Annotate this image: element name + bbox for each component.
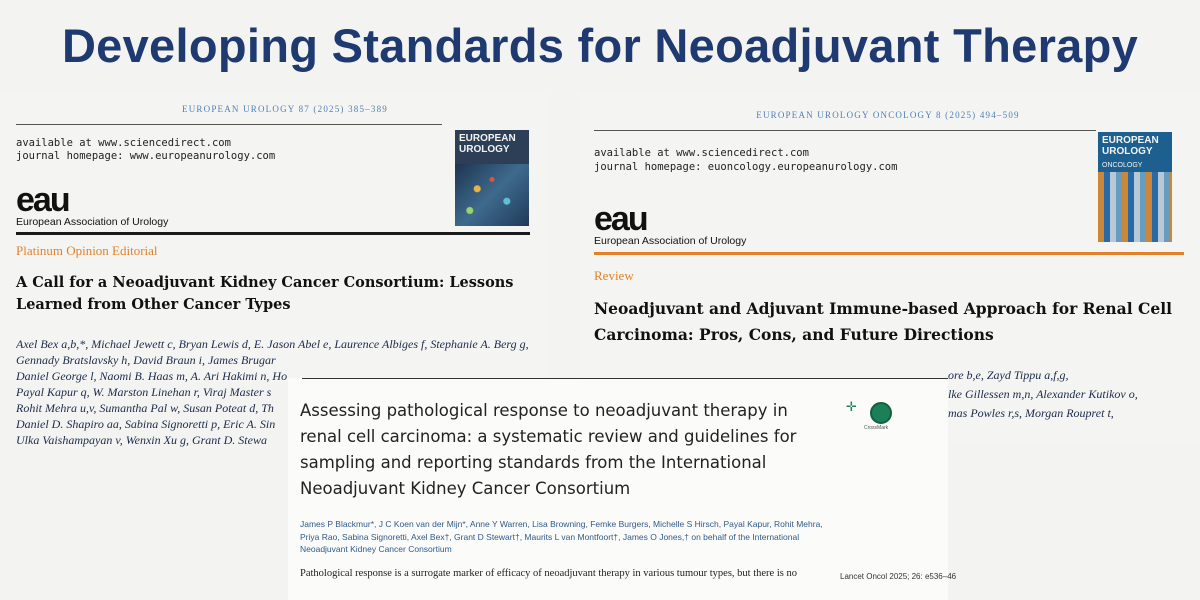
title-block-rule	[594, 252, 1184, 255]
author-line: Daniel George l, Naomi B. Haas m, A. Ari Hakimi n, Ho	[16, 369, 288, 383]
header-rule	[302, 378, 948, 379]
eau-logo-subtitle: European Association of Urology	[16, 216, 169, 228]
author-line: Rohit Mehra u,v, Sumantha Pal w, Susan Poteat d, Th	[16, 401, 274, 415]
article-title: Assessing pathological response to neoadjuvant therapy in renal cell carcinoma: a systematic review and guidelines for sampling and reporting standards from the International Neoadjuvant Kidney Cancer Consortium	[300, 401, 797, 498]
cover-title: EUROPEAN UROLOGY	[459, 133, 516, 155]
article-authors	[948, 366, 1193, 423]
article-title: Neoadjuvant and Adjuvant Immune-based Approach for Renal Cell Carcinoma: Pros, Cons, and Future Directions	[594, 299, 1172, 344]
eau-logo: eau	[594, 200, 647, 238]
author-line: ore b,e, Zayd Tippu a,f,g,	[948, 368, 1069, 382]
author-line: Payal Kapur q, W. Marston Linehan r, Viraj Master s	[16, 385, 272, 399]
author-line: lke Gillessen m,n, Alexander Kutikov o,	[948, 387, 1138, 401]
eau-logo: eau	[16, 181, 69, 219]
author-line: mas Powles r,s, Morgan Roupret t,	[948, 406, 1114, 420]
cover-title: EUROPEAN UROLOGY	[1102, 135, 1159, 157]
author-line: Daniel D. Shapiro aa, Sabina Signoretti p, Eric A. Sin	[16, 417, 276, 431]
article-title: A Call for a Neoadjuvant Kidney Cancer Consortium: Lessons Learned from Other Cancer Types	[16, 274, 514, 313]
crossmark-badge	[846, 400, 898, 444]
author-line: Gennady Bratslavsky h, David Braun i, James Brugar	[16, 353, 276, 367]
article-section-label: Review	[594, 268, 634, 283]
abstract-text: Pathological response is a surrogate marker of efficacy of neoadjuvant therapy in various tumour types, but there is no	[300, 568, 797, 579]
journal-cover-image	[455, 130, 529, 226]
journal-homepage-text: journal homepage: euoncology.europeanurology.com	[594, 161, 898, 173]
journal-homepage-text: journal homepage: www.europeanurology.com	[16, 150, 276, 162]
header-rule	[594, 130, 1096, 131]
availability-text: available at www.sciencedirect.com	[16, 137, 231, 149]
cover-art	[1098, 172, 1172, 242]
journal-citation-line: EUROPEAN UROLOGY ONCOLOGY 8 (2025) 494–509	[756, 110, 1020, 120]
cursor-icon: ✛	[846, 400, 857, 415]
citation-text: Lancet Oncol 2025; 26: e536–46	[840, 572, 957, 581]
slide-title: Developing Standards for Neoadjuvant Therapy	[61, 19, 1139, 72]
cover-subtitle: ONCOLOGY	[1102, 162, 1143, 169]
crossmark-icon	[870, 402, 892, 424]
header-rule	[16, 124, 442, 125]
article-authors: James P Blackmur*, J C Koen van der Mijn*, Anne Y Warren, Lisa Browning, Femke Burgers, Michelle S Hirsch, Payal Kapur, Rohit Mehra, Priya Rao, Sabina Signoretti, Axel Bex†, Grant D Stewart†, Maurits L van Montfoort†, James O Jones,† on behalf of the International Neoadjuvant Kidney Cancer Consortium	[300, 519, 823, 554]
journal-cover-image	[1098, 132, 1172, 242]
article-section-label: Platinum Opinion Editorial	[16, 243, 158, 258]
left-paper	[0, 92, 548, 447]
cover-art	[455, 164, 529, 226]
author-line: Axel Bex a,b,*, Michael Jewett c, Bryan Lewis d, E. Jason Abel e, Laurence Albiges f, Stephanie A. Berg g,	[16, 337, 529, 351]
lancet-article-excerpt	[288, 378, 957, 600]
author-line: Ulka Vaishampayan v, Wenxin Xu g, Grant D. Stewa	[16, 433, 267, 447]
crossmark-label: CrossMark	[864, 425, 889, 431]
availability-text: available at www.sciencedirect.com	[594, 147, 809, 159]
eau-logo-subtitle: European Association of Urology	[594, 235, 747, 247]
journal-citation-line: EUROPEAN UROLOGY 87 (2025) 385–389	[182, 104, 388, 114]
title-block-rule	[16, 232, 530, 235]
